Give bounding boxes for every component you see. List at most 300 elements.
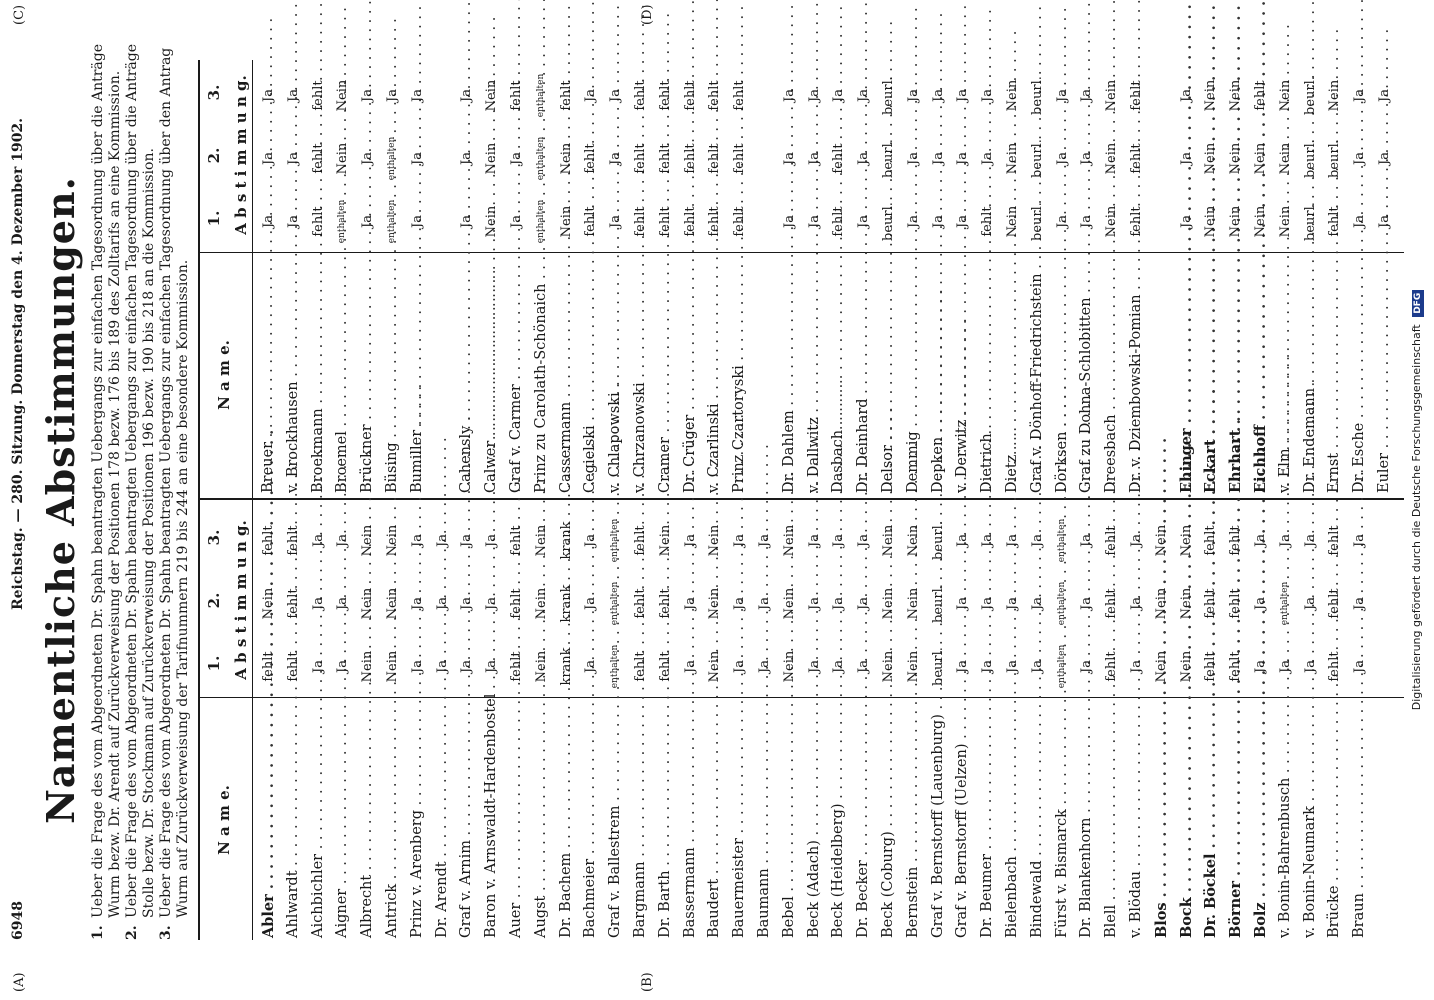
table-row bbox=[857, 502, 871, 938]
table-row bbox=[1276, 502, 1293, 938]
vote-cell-3: fehlt bbox=[1129, 80, 1144, 111]
member-name: Dr. Beumer . . . bbox=[981, 706, 995, 938]
vote-cell-3: beurl. bbox=[1302, 76, 1318, 115]
table-row bbox=[361, 57, 375, 493]
table-row bbox=[805, 57, 822, 493]
table-row bbox=[1053, 502, 1070, 938]
vote-cell-3: fehlt bbox=[285, 525, 301, 556]
member-name: Bargmann . . . bbox=[634, 706, 648, 938]
vote-cell-1: Ja bbox=[1178, 215, 1194, 228]
vote-cell-3: Ja bbox=[1079, 534, 1095, 547]
vote-cell-2: Ja bbox=[955, 152, 971, 165]
table-row bbox=[656, 57, 673, 493]
table-row bbox=[532, 57, 549, 493]
vote-cell-2: enthalten bbox=[1056, 581, 1067, 626]
member-name: Dr. Blankenhorn . . . bbox=[1080, 706, 1094, 938]
vote-cell-3: beurl. bbox=[930, 521, 946, 560]
vote-cell-2: Ja bbox=[1302, 597, 1318, 610]
member-name: Brücke . . . bbox=[1328, 706, 1342, 938]
vote-cell-3: Nein bbox=[1228, 79, 1244, 112]
vote-cell-1: Ja bbox=[831, 660, 847, 673]
vote-cell-3: Ja bbox=[1377, 89, 1392, 102]
table-row bbox=[386, 57, 400, 493]
vote-cell-3: Ja bbox=[682, 534, 698, 547]
member-name: Brückner . . . bbox=[361, 261, 375, 493]
vote-cell-1: Nein bbox=[385, 650, 400, 683]
vote-cell-2: fehlt bbox=[1228, 588, 1244, 619]
vote-cell-1: Nein bbox=[1277, 205, 1293, 238]
vote-cell-3: Ja bbox=[608, 89, 624, 102]
table-row bbox=[904, 57, 921, 493]
vote-cell-3: Nein bbox=[1178, 524, 1194, 557]
vote-cell-3: Nein bbox=[1203, 79, 1219, 112]
vote-cell-1: krank bbox=[558, 647, 574, 686]
vote-cell-3: fehlt bbox=[1203, 525, 1219, 556]
vote-cell-1: fehlt bbox=[1327, 651, 1343, 682]
member-name: Dr. Bachem . . . bbox=[560, 706, 574, 938]
vote-cell-1: Ja bbox=[1277, 660, 1293, 673]
vote-cell-2: Nein bbox=[385, 587, 400, 620]
vote-cell-2: Ja bbox=[1253, 597, 1268, 610]
table-row bbox=[1152, 502, 1170, 938]
vote-cell-1: Ja bbox=[757, 660, 772, 673]
vote-cell-1: Ja bbox=[409, 215, 425, 228]
vote-cell-3: Ja bbox=[459, 534, 475, 547]
vote-cell-1: Ja bbox=[1352, 660, 1368, 673]
table-header-rule bbox=[252, 60, 253, 940]
vote-cell-3: Ja bbox=[1277, 534, 1293, 547]
left-votes-header: A b s t i m m u n g. bbox=[232, 520, 250, 680]
vote-cell-3: Ja bbox=[757, 534, 772, 547]
vote-cell-1: Nein bbox=[781, 650, 797, 683]
member-name: Delsor . . . bbox=[882, 261, 896, 493]
vote-cell-3: fehlt bbox=[732, 80, 748, 111]
table-row bbox=[361, 502, 375, 938]
table-row bbox=[780, 502, 797, 938]
vote-cell-2: Nein bbox=[360, 587, 376, 620]
vote-cell-1: fehlt bbox=[657, 206, 673, 237]
vote-cell-3: Ja bbox=[1352, 534, 1368, 547]
member-name: Bock . . . bbox=[1180, 706, 1194, 938]
vote-cell-1: Ja bbox=[608, 215, 624, 228]
vote-cell-2: Ja bbox=[484, 597, 500, 610]
member-name: Baudert . . . bbox=[708, 706, 722, 938]
vote-cell-3: Ja bbox=[409, 89, 425, 102]
vote-cell-2: fehlt bbox=[732, 143, 748, 174]
table-row bbox=[557, 502, 574, 938]
table-row bbox=[758, 502, 772, 938]
vote-cell-1: Ja bbox=[285, 215, 301, 228]
vote-cell-1: fehlt bbox=[1129, 206, 1144, 237]
member-name: v. Derwitz . . . bbox=[956, 261, 970, 493]
vote-cell-1: fehlt bbox=[509, 651, 524, 682]
question-3: 3. Ueber die Frage des vom Abgeordneten Dr. Spahn beantragten Uebergangs zur einfachen Tagesordnung über den Antrag Wurm auf Zurückverweisung der Tarifnummern 219 bis 244 an eine besondere Kommission. bbox=[158, 47, 191, 940]
table-row bbox=[1204, 57, 1218, 493]
member-name: Bindewald . . . bbox=[1031, 706, 1045, 938]
vote-cell-1: Nein bbox=[1178, 650, 1194, 683]
member-name: Dr. Dahlem . . . bbox=[783, 261, 797, 493]
table-row bbox=[758, 57, 772, 493]
vote-cell-1: Nein bbox=[1104, 205, 1120, 238]
vote-cell-1: beurl. bbox=[1029, 202, 1045, 241]
margin-mark-a: (A) bbox=[12, 972, 27, 992]
table-row bbox=[904, 502, 921, 938]
right-vote-table bbox=[262, 57, 1402, 493]
vote-cell-3: Ja bbox=[955, 534, 971, 547]
member-name: Cegielski . . . bbox=[584, 261, 598, 493]
vote-cell-3: Ja bbox=[360, 89, 376, 102]
table-row bbox=[284, 502, 301, 938]
vote-cell-3: Ja bbox=[1178, 89, 1194, 102]
vote-cell-1: fehlt bbox=[1104, 651, 1120, 682]
table-row bbox=[557, 57, 574, 493]
table-row bbox=[460, 57, 474, 493]
vote-cell-1: beurl. bbox=[1302, 202, 1318, 241]
vote-cell-3: fehlt bbox=[509, 80, 524, 111]
table-row bbox=[609, 502, 623, 938]
vote-cell-2: beurl. bbox=[1327, 139, 1343, 178]
member-name: Dr. Esche . . . bbox=[1353, 261, 1367, 493]
vote-cell-3: fehlt bbox=[1104, 525, 1120, 556]
vote-cell-3: Ja bbox=[583, 89, 599, 102]
vote-cell-3: Ja bbox=[980, 534, 996, 547]
table-row bbox=[436, 57, 450, 493]
right-votes-header: A b s t i m m u n g. bbox=[232, 75, 250, 235]
member-name: Bielenbach . . . bbox=[1006, 706, 1020, 938]
vote-cell-1: Ja bbox=[930, 215, 946, 228]
member-name: Bebel . . . bbox=[783, 706, 797, 938]
member-name: Cramer . . . bbox=[659, 261, 673, 493]
vote-cell-2: Nein bbox=[335, 142, 351, 175]
vote-cell-3: fehlt bbox=[1327, 525, 1343, 556]
member-name: Bachmeier . . . bbox=[584, 706, 598, 938]
table-row bbox=[284, 57, 301, 493]
vote-cell-2: Ja bbox=[831, 597, 847, 610]
left-col-3-header: 3. bbox=[205, 529, 223, 546]
member-name: Broekmann . . . bbox=[312, 261, 326, 493]
table-row bbox=[1328, 57, 1342, 493]
vote-cell-2: Nein bbox=[905, 587, 921, 620]
vote-cell-2: fehlt bbox=[682, 143, 698, 174]
member-name: Dr. Crüger . . . bbox=[684, 261, 698, 493]
table-row bbox=[929, 502, 946, 938]
vote-cell-1: Ja bbox=[1302, 660, 1318, 673]
vote-cell-2: Ja bbox=[1079, 152, 1095, 165]
member-name: Ehinger . . . bbox=[1180, 261, 1194, 493]
vote-cell-3: enthalten bbox=[1056, 518, 1067, 563]
vote-cell-1: Ja bbox=[434, 660, 450, 673]
member-name: Graf v. Bernstorff (Uelzen) . . . bbox=[956, 706, 970, 938]
vote-cell-1: fehlt bbox=[1327, 206, 1343, 237]
vote-cell-2: Nein bbox=[558, 142, 574, 175]
vote-cell-1: fehlt bbox=[285, 651, 301, 682]
table-row bbox=[532, 502, 549, 938]
member-name: Auer . . . bbox=[510, 706, 524, 938]
table-row bbox=[336, 502, 350, 938]
table-row bbox=[929, 57, 946, 493]
member-name: Dr. Arendt . . . bbox=[436, 706, 450, 938]
table-row bbox=[1028, 57, 1045, 493]
vote-cell-1: fehlt bbox=[633, 651, 648, 682]
vote-cell-2: Ja bbox=[806, 152, 822, 165]
table-row bbox=[1155, 57, 1169, 493]
vote-cell-2: Nein bbox=[1277, 142, 1293, 175]
member-name: Dietrich . . . bbox=[981, 261, 995, 493]
vote-cell-3: Ja bbox=[856, 89, 872, 102]
vote-cell-1: fehlt bbox=[707, 206, 723, 237]
table-row bbox=[956, 502, 970, 938]
member-name: Graf v. Bernstorff (Lauenburg) . . . bbox=[932, 706, 946, 938]
vote-cell-1: Ja bbox=[1029, 660, 1045, 673]
vote-cell-2: enthalten bbox=[1279, 581, 1290, 626]
vote-cell-3: Ja bbox=[261, 89, 276, 102]
table-row bbox=[1006, 502, 1020, 938]
digitization-footer: Digitalisierung gefördert durch die Deutsche Forschungsgemeinschaft DFG bbox=[1410, 0, 1424, 1000]
vote-cell-2: fehlt bbox=[1129, 143, 1144, 174]
member-name: Cassermann . . . bbox=[560, 261, 574, 493]
vote-cell-1: Nein bbox=[905, 650, 921, 683]
left-vote-table bbox=[262, 502, 1402, 938]
member-name: Dr. Barth . . . bbox=[659, 706, 673, 938]
vote-cell-3: Ja bbox=[831, 89, 847, 102]
vote-cell-2: Ja bbox=[757, 597, 772, 610]
member-name: Antrick . . . bbox=[386, 706, 400, 938]
vote-cell-3: Ja bbox=[1005, 534, 1020, 547]
member-name: v. Brockhausen . . . bbox=[287, 261, 301, 493]
vote-cell-1: fehlt bbox=[831, 206, 847, 237]
vote-cell-2: Ja bbox=[409, 597, 425, 610]
table-row bbox=[433, 502, 450, 938]
vote-cell-2: Ja bbox=[310, 597, 326, 610]
member-name: Depken . . . bbox=[932, 261, 946, 493]
header-session: Reichstag. — 280. Sitzung. Donnerstag den 4. Dezember 1902. bbox=[10, 117, 26, 610]
member-name: v. Dallwitz . . . bbox=[808, 261, 822, 493]
vote-cell-2: Nein bbox=[707, 587, 723, 620]
table-row bbox=[733, 57, 747, 493]
member-name: v. Bonin-Neumark . . . bbox=[1304, 706, 1318, 938]
vote-cell-3: fehlt bbox=[633, 80, 648, 111]
member-name: Dr. Deinhard . . . bbox=[857, 261, 871, 493]
member-name: Graf v. Carmer . . . bbox=[510, 261, 524, 493]
table-row bbox=[262, 57, 276, 493]
vote-cell-2: Ja bbox=[682, 597, 698, 610]
vote-cell-1: Ja bbox=[732, 660, 748, 673]
vote-cell-2: fehlt bbox=[285, 588, 301, 619]
vote-cell-2: Ja bbox=[1079, 597, 1095, 610]
table-row bbox=[584, 502, 598, 938]
member-name: v. Chlapowski . . . bbox=[609, 261, 623, 493]
right-col-2-header: 2. bbox=[205, 147, 223, 164]
member-name: Büsing . . . bbox=[386, 261, 400, 493]
table-row bbox=[882, 57, 896, 493]
member-name: Braun . . . bbox=[1353, 706, 1367, 938]
vote-cell-2: Ja bbox=[459, 597, 475, 610]
vote-cell-2: Ja bbox=[261, 152, 276, 165]
vote-cell-1: Ja bbox=[459, 215, 475, 228]
vote-cell-3: Ja bbox=[1302, 534, 1318, 547]
table-row bbox=[1080, 57, 1094, 493]
vote-cell-2: fehlt bbox=[633, 143, 648, 174]
vote-cell-3: Ja bbox=[310, 534, 326, 547]
left-col-2-header: 2. bbox=[205, 592, 223, 609]
vote-cell-3: Nein bbox=[1153, 524, 1169, 557]
member-name: Bernstein . . . bbox=[907, 706, 921, 938]
vote-cell-1: fehlt bbox=[1203, 651, 1219, 682]
vote-cell-2: Ja bbox=[285, 152, 301, 165]
vote-cell-1: Ja bbox=[806, 660, 822, 673]
vote-cell-3: Nein bbox=[484, 79, 500, 112]
table-row bbox=[1353, 57, 1367, 493]
vote-cell-3: Nein bbox=[385, 524, 400, 557]
vote-cell-3: fehlt bbox=[657, 80, 673, 111]
member-name: v. Blödau . . . bbox=[1130, 706, 1144, 938]
table-row bbox=[1378, 57, 1392, 493]
table-row bbox=[262, 502, 276, 938]
vote-cell-3: Ja bbox=[856, 534, 872, 547]
vote-cell-3: Nein bbox=[335, 79, 351, 112]
table-row bbox=[584, 57, 598, 493]
vote-cell-3: Ja bbox=[781, 89, 797, 102]
vote-cell-3: fehlt bbox=[509, 525, 524, 556]
vote-cell-2: Nein bbox=[1253, 142, 1268, 175]
vote-cell-1: enthalten bbox=[387, 199, 397, 244]
vote-cell-2: Ja bbox=[1129, 597, 1144, 610]
vote-cell-1: Nein bbox=[707, 650, 723, 683]
table-row bbox=[1105, 502, 1119, 938]
table-top-rule bbox=[198, 60, 200, 940]
vote-cell-1: enthalten bbox=[610, 644, 621, 689]
table-row bbox=[1177, 57, 1195, 493]
member-name: Aichbichler . . . bbox=[312, 706, 326, 938]
page-title: Namentliche Abstimmungen. bbox=[38, 176, 83, 824]
vote-cell-2: Ja bbox=[1352, 597, 1368, 610]
vote-cell-1: Nein bbox=[1153, 650, 1169, 683]
vote-cell-1: Nein bbox=[881, 650, 896, 683]
table-row bbox=[510, 57, 524, 493]
vote-cell-3: Ja bbox=[980, 89, 996, 102]
vote-cell-1: Nein bbox=[1203, 205, 1219, 238]
vote-cell-3: Ja bbox=[831, 534, 847, 547]
margin-mark-b: (B) bbox=[640, 972, 655, 992]
vote-cell-2: Nein bbox=[1228, 142, 1244, 175]
vote-cell-2: krank bbox=[558, 584, 574, 623]
vote-cell-3: Ja bbox=[409, 534, 425, 547]
left-col-1-header: 1. bbox=[205, 655, 223, 672]
table-row bbox=[634, 57, 648, 493]
vote-cell-3: fehlt bbox=[558, 80, 574, 111]
vote-cell-2: Ja bbox=[980, 152, 996, 165]
vote-cell-1: beurl. bbox=[881, 202, 896, 241]
vote-cell-1: fehlt bbox=[980, 206, 996, 237]
member-name: Graf v. Ballestrem . . . bbox=[609, 706, 623, 938]
vote-cell-1: Ja bbox=[310, 660, 326, 673]
vote-cell-2: Nein bbox=[1153, 587, 1169, 620]
table-row bbox=[1053, 57, 1070, 493]
left-name-header: N a m e. bbox=[215, 785, 233, 855]
vote-cell-1: Ja bbox=[509, 215, 524, 228]
member-name: Dr. Becker . . . bbox=[857, 706, 871, 938]
vote-cell-2: Nein bbox=[533, 587, 549, 620]
table-row bbox=[386, 502, 400, 938]
vote-cell-2: Ja bbox=[806, 597, 822, 610]
vote-cell-3: Ja bbox=[1054, 89, 1070, 102]
member-name: Bauermeister . . . bbox=[733, 706, 747, 938]
table-row bbox=[1204, 502, 1218, 938]
vote-cell-3: Nein bbox=[1104, 79, 1120, 112]
table-row bbox=[1301, 502, 1318, 938]
vote-cell-2: enthalten bbox=[387, 136, 397, 181]
member-name: Bumiller . . . bbox=[411, 261, 425, 493]
vote-cell-1: Ja bbox=[335, 660, 351, 673]
vote-cell-1: Ja bbox=[856, 215, 872, 228]
table-row bbox=[510, 502, 524, 938]
vote-cell-1: Nein bbox=[533, 650, 549, 683]
table-row bbox=[1328, 502, 1342, 938]
vote-cell-2: enthalten bbox=[535, 136, 546, 181]
vote-cell-2: Ja bbox=[930, 152, 946, 165]
table-row bbox=[708, 502, 722, 938]
vote-cell-3: Nein bbox=[905, 524, 921, 557]
member-name: Dasbach . . . bbox=[832, 261, 846, 493]
member-name: Broemel . . . bbox=[336, 261, 350, 493]
member-name: Abler . . . bbox=[262, 706, 276, 938]
table-row bbox=[1177, 502, 1195, 938]
table-row bbox=[309, 57, 326, 493]
vote-cell-3: Ja bbox=[806, 534, 822, 547]
vote-cell-3: fehlt bbox=[1253, 80, 1268, 111]
table-row bbox=[1254, 502, 1268, 938]
vote-cell-1: Ja bbox=[1054, 215, 1070, 228]
vote-cell-3: Nein bbox=[1005, 79, 1020, 112]
member-name: v. Czarlinski . . . bbox=[708, 261, 722, 493]
dfg-logo: DFG bbox=[1412, 290, 1424, 317]
vote-cell-1: fehlt bbox=[261, 651, 276, 682]
vote-cell-2: Nein bbox=[1178, 587, 1194, 620]
vote-cell-3: enthalten bbox=[535, 73, 546, 118]
member-name: Börner . . . bbox=[1229, 706, 1243, 938]
vote-cell-1: Ja bbox=[980, 660, 996, 673]
vote-cell-2: Ja bbox=[955, 597, 971, 610]
vote-cell-3: Nein bbox=[657, 524, 673, 557]
vote-cell-2: Ja bbox=[1054, 152, 1070, 165]
member-name: Euler . . . bbox=[1378, 261, 1392, 493]
vote-cell-1: Nein bbox=[484, 205, 500, 238]
member-name: Graf v. Dönhoff-Friedrichstein . . . bbox=[1031, 261, 1045, 493]
vote-cell-3: beurl. bbox=[881, 76, 896, 115]
vote-cell-3: Ja bbox=[484, 534, 500, 547]
member-name: v. Elm . . . bbox=[1279, 261, 1293, 493]
right-col-1-header: 1. bbox=[205, 210, 223, 227]
vote-cell-2: fehlt bbox=[1327, 588, 1343, 619]
vote-cell-3: Nein bbox=[881, 524, 896, 557]
vote-cell-2: beurl. bbox=[881, 139, 896, 178]
member-name: Dr. v. Dziembowski-Pomian . . . bbox=[1130, 261, 1144, 493]
vote-cell-2: Ja bbox=[1377, 152, 1392, 165]
member-name: Beck (Heidelberg) . . . bbox=[832, 706, 846, 938]
table-row bbox=[634, 502, 648, 938]
member-name: v. Bonin-Bahrenbusch . . . bbox=[1279, 706, 1293, 938]
table-row bbox=[1353, 502, 1367, 938]
vote-cell-1: Ja bbox=[781, 215, 797, 228]
vote-cell-3: Ja bbox=[1352, 89, 1368, 102]
vote-cell-2: Ja bbox=[1005, 597, 1020, 610]
vote-cell-2: Ja bbox=[980, 597, 996, 610]
member-name: Prinz v. Arenberg . . . bbox=[411, 706, 425, 938]
member-name: Cahensly . . . bbox=[460, 261, 474, 493]
vote-cell-2: Nein bbox=[1005, 142, 1020, 175]
member-name: Aigner . . . bbox=[336, 706, 350, 938]
vote-cell-2: fehlt bbox=[583, 143, 599, 174]
